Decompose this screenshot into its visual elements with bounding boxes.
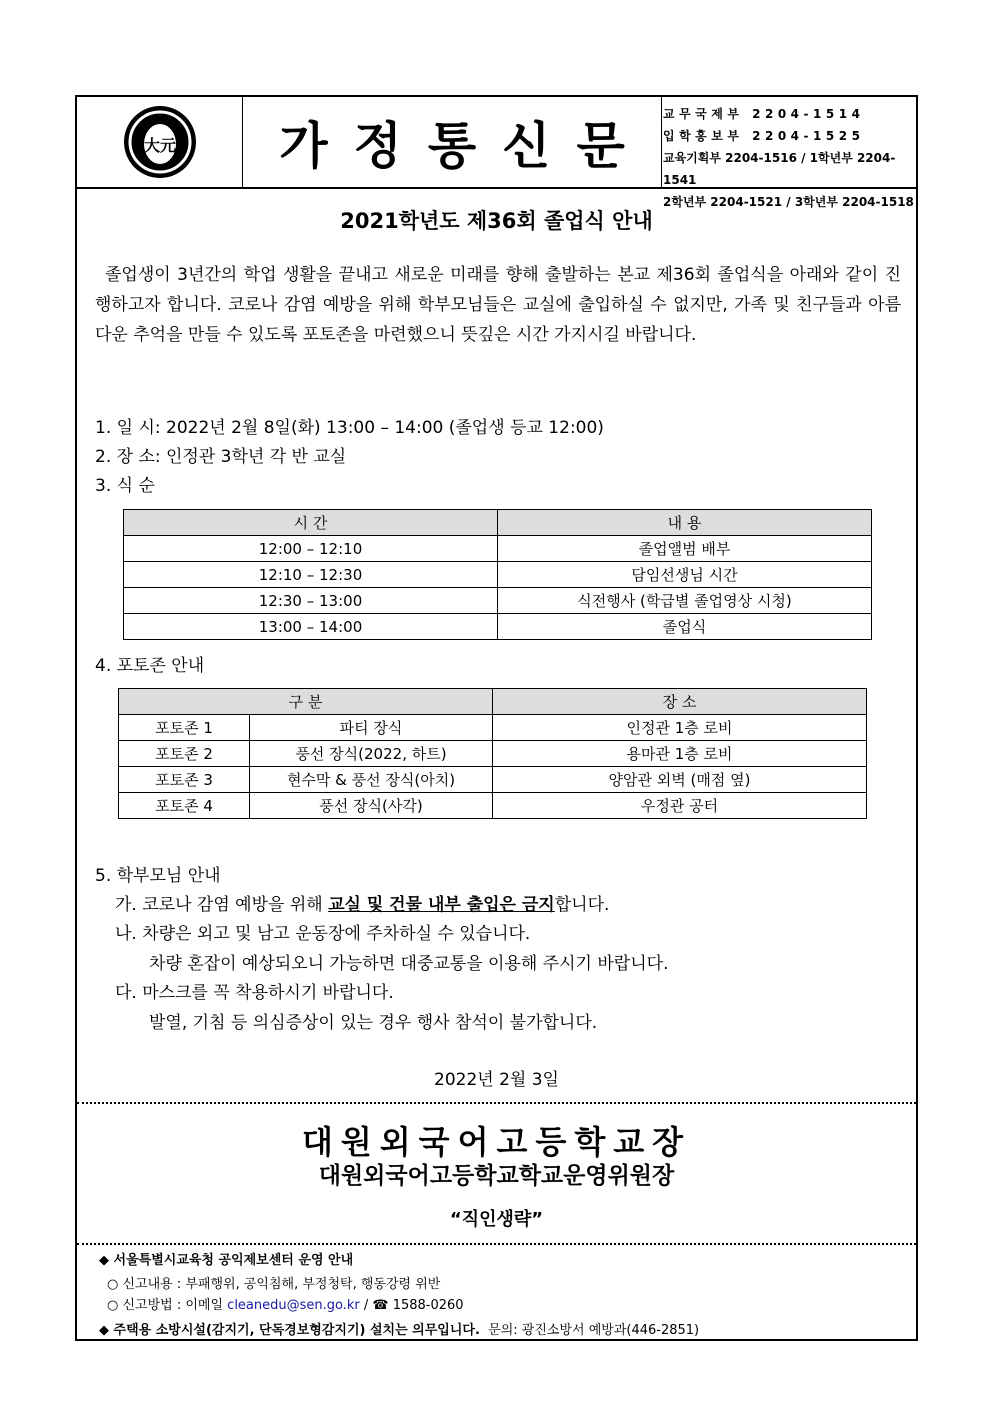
item-parents: 5. 학부모님 안내	[95, 866, 221, 886]
table-row	[119, 741, 867, 767]
table-row	[124, 536, 872, 562]
cell: 우정관 공터	[493, 793, 867, 819]
notice-b1: 나. 차량은 외고 및 남고 운동장에 주차하실 수 있습니다.	[115, 924, 531, 944]
document-frame	[75, 95, 918, 1341]
school-logo	[77, 97, 243, 187]
cell: 포토존 1	[119, 715, 250, 741]
table-row	[119, 715, 867, 741]
column-header: 시 간	[124, 510, 498, 536]
column-header: 구 분	[119, 689, 493, 715]
contact: 교육기획부 2204-1516 / 1학년부 2204-1541	[663, 151, 896, 187]
cell: 12:30 – 13:00	[124, 588, 498, 614]
intro-paragraph: 졸업생이 3년간의 학업 생활을 끝내고 새로운 미래를 향해 출발하는 본교 제36회 졸업식을 아래와 같이 진행하고자 합니다. 코로나 감염 예방을 위해 학부모님들은 교실에 출입하실 수 없지만, 가족 및 친구들과 아름다운 추억을 만들 수 있도록 포토존을 마련했으니 뜻깊은 시간 가지시길 바랍니다.	[95, 265, 901, 345]
header	[77, 97, 916, 209]
cell: 12:10 – 12:30	[124, 562, 498, 588]
footer-title: ◆ 서울특별시교육청 공익제보센터 운영 안내	[99, 1253, 354, 1268]
table-row	[124, 588, 872, 614]
text: ○ 신고방법 : 이메일	[107, 1298, 228, 1313]
cell: 포토존 2	[119, 741, 250, 767]
cell: 담임선생님 시간	[498, 562, 872, 588]
column-header: 내 용	[498, 510, 872, 536]
document-title: 2021학년도 제36회 졸업식 안내	[340, 209, 653, 233]
divider	[77, 1102, 916, 1104]
svg-text:大元: 大元	[143, 136, 176, 155]
notice-b2: 차량 혼잡이 예상되오니 가능하면 대중교통을 이용해 주시기 바랍니다.	[149, 954, 669, 974]
issue-date: 2022년 2월 3일	[434, 1070, 559, 1090]
divider	[77, 1243, 916, 1245]
cell: 풍선 장식(2022, 하트)	[250, 741, 493, 767]
notice-c1: 다. 마스크를 꼭 착용하시기 바랍니다.	[115, 983, 394, 1003]
cell: 포토존 4	[119, 793, 250, 819]
principal: 대원외국어고등학교장	[301, 1123, 692, 1161]
item-date: 1. 일 시: 2022년 2월 8일(화) 13:00 – 14:00 (졸업생 등교 12:00)	[95, 418, 604, 438]
cell: 용마관 1층 로비	[493, 741, 867, 767]
photozone-table	[118, 688, 867, 819]
footer-line1: ○ 신고내용 : 부패행위, 공익침해, 부정청탁, 행동강령 위반	[107, 1277, 441, 1292]
notice-c2: 발열, 기침 등 의심증상이 있는 경우 행사 참석이 불가합니다.	[149, 1013, 598, 1033]
item-order: 3. 식 순	[95, 476, 155, 496]
cell: 12:00 – 12:10	[124, 536, 498, 562]
cell: 현수막 & 풍선 장식(아치)	[250, 767, 493, 793]
contact-list	[663, 103, 916, 213]
item-photo: 4. 포토존 안내	[95, 656, 205, 676]
text: 합니다.	[554, 895, 610, 915]
schedule-table	[123, 509, 872, 640]
contact: 2학년부 2204-1521 / 3학년부 2204-1518	[663, 195, 914, 209]
fire-notice	[99, 1319, 699, 1338]
table-row	[119, 767, 867, 793]
text: / ☎ 1588-0260	[359, 1298, 464, 1313]
cell: 인정관 1층 로비	[493, 715, 867, 741]
email-link[interactable]: cleanedu@sen.go.kr	[227, 1298, 360, 1313]
table-row	[124, 614, 872, 640]
item-place: 2. 장 소: 인정관 3학년 각 반 교실	[95, 447, 347, 467]
text: ◆ 주택용 소방시설(감지기, 단독경보형감지기) 설치는 의무입니다.	[99, 1323, 480, 1338]
cell: 풍선 장식(사각)	[250, 793, 493, 819]
cell: 포토존 3	[119, 767, 250, 793]
cell: 졸업식	[498, 614, 872, 640]
notice-a	[115, 890, 609, 915]
newsletter-title: 가정통신문	[243, 97, 662, 187]
cell: 13:00 – 14:00	[124, 614, 498, 640]
column-header: 장 소	[493, 689, 867, 715]
seal-omitted: “직인생략”	[449, 1209, 544, 1230]
table-row	[124, 562, 872, 588]
committee-chair: 대원외국어고등학교학교운영위원장	[318, 1163, 675, 1189]
cell: 파티 장식	[250, 715, 493, 741]
contact: 입학홍보부 2204-1525	[663, 129, 865, 143]
contact: 교무국제부 2204-1514	[663, 107, 865, 121]
cell: 양암관 외벽 (매점 옆)	[493, 767, 867, 793]
emphasis: 교실 및 건물 내부 출입은 금지	[328, 895, 555, 915]
cell: 식전행사 (학급별 졸업영상 시청)	[498, 588, 872, 614]
cell: 졸업앨범 배부	[498, 536, 872, 562]
text: 가. 코로나 감염 예방을 위해	[115, 895, 329, 915]
table-row	[119, 793, 867, 819]
footer-line2	[107, 1294, 464, 1313]
text: 문의: 광진소방서 예방과(446-2851)	[488, 1323, 700, 1338]
